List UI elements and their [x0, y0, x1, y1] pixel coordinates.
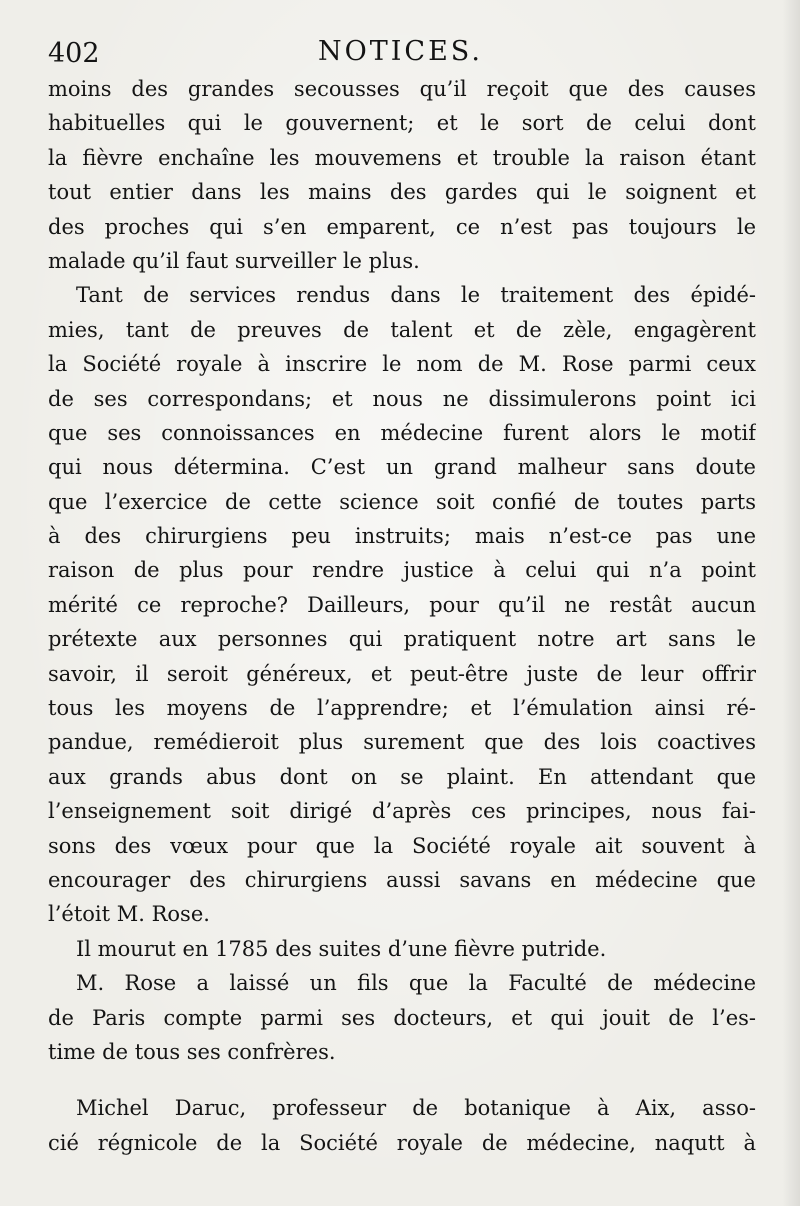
- text-line: Tant de services rendus dans le traitement des épidé-: [76, 283, 756, 308]
- section-gap: [48, 1069, 756, 1091]
- text-line: prétexte aux personnes qui pratiquent notre art sans le: [48, 627, 756, 652]
- text-line: cié régnicole de la Société royale de médecine, naqutt à: [48, 1130, 756, 1155]
- page-number: 402: [48, 38, 100, 69]
- text-line: à des chirurgiens peu instruits; mais n’est-ce pas une: [48, 524, 756, 549]
- text-line: raison de plus pour rendre justice à celui qui n’a point: [48, 558, 756, 583]
- text-line: pandue, remédieroit plus surement que des lois coactives: [48, 730, 756, 755]
- text-line: sons des vœux pour que la Société royale ait souvent à: [48, 833, 756, 858]
- page-edge-shadow: [782, 0, 800, 1206]
- text-line: tous les moyens de l’apprendre; et l’émulation ainsi ré-: [48, 696, 756, 721]
- text-line: mérité ce reproche? Dailleurs, pour qu’il ne restât aucun: [48, 592, 756, 617]
- text-line: Il mourut en 1785 des suites d’une fièvre putride.: [76, 936, 607, 961]
- text-line: habituelles qui le gouvernent; et le sort de celui dont: [48, 111, 756, 136]
- running-title: NOTICES.: [318, 36, 483, 67]
- text-line: de ses correspondans; et nous ne dissimulerons point ici: [48, 386, 756, 411]
- text-line: savoir, il seroit généreux, et peut-être juste de leur offrir: [48, 661, 756, 686]
- text-line: tout entier dans les mains des gardes qui le soignent et: [48, 180, 756, 205]
- text-line: de Paris compte parmi ses docteurs, et qui jouit de l’es-: [48, 1005, 756, 1030]
- text-line: qui nous détermina. C’est un grand malheur sans doute: [48, 455, 756, 480]
- text-line: que ses connoissances en médecine furent alors le motif: [48, 420, 756, 445]
- text-line: moins des grandes secousses qu’il reçoit que des causes: [48, 77, 756, 101]
- text-line: la Société royale à inscrire le nom de M. Rose parmi ceux: [48, 352, 756, 377]
- text-line: mies, tant de preuves de talent et de zèle, engagèrent: [48, 317, 756, 342]
- text-line: encourager des chirurgiens aussi savans en médecine que: [48, 867, 756, 892]
- text-line: aux grands abus dont on se plaint. En attendant que: [48, 764, 756, 789]
- text-line: malade qu’il faut surveiller le plus.: [48, 248, 420, 273]
- text-line: la fièvre enchaîne les mouvemens et trouble la raison étant: [48, 145, 756, 170]
- page-header: [48, 34, 760, 74]
- text-line: l’étoit M. Rose.: [48, 902, 210, 927]
- text-line: Michel Daruc, professeur de botanique à Aix, asso-: [76, 1096, 756, 1121]
- text-line: time de tous ses confrères.: [48, 1039, 336, 1064]
- body-text: [48, 72, 756, 1160]
- text-line: l’enseignement soit dirigé d’après ces principes, nous fai-: [48, 799, 756, 824]
- text-line: que l’exercice de cette science soit confié de toutes parts: [48, 489, 756, 514]
- text-line: M. Rose a laissé un fils que la Faculté de médecine: [76, 971, 756, 996]
- text-line: des proches qui s’en emparent, ce n’est pas toujours le: [48, 214, 756, 239]
